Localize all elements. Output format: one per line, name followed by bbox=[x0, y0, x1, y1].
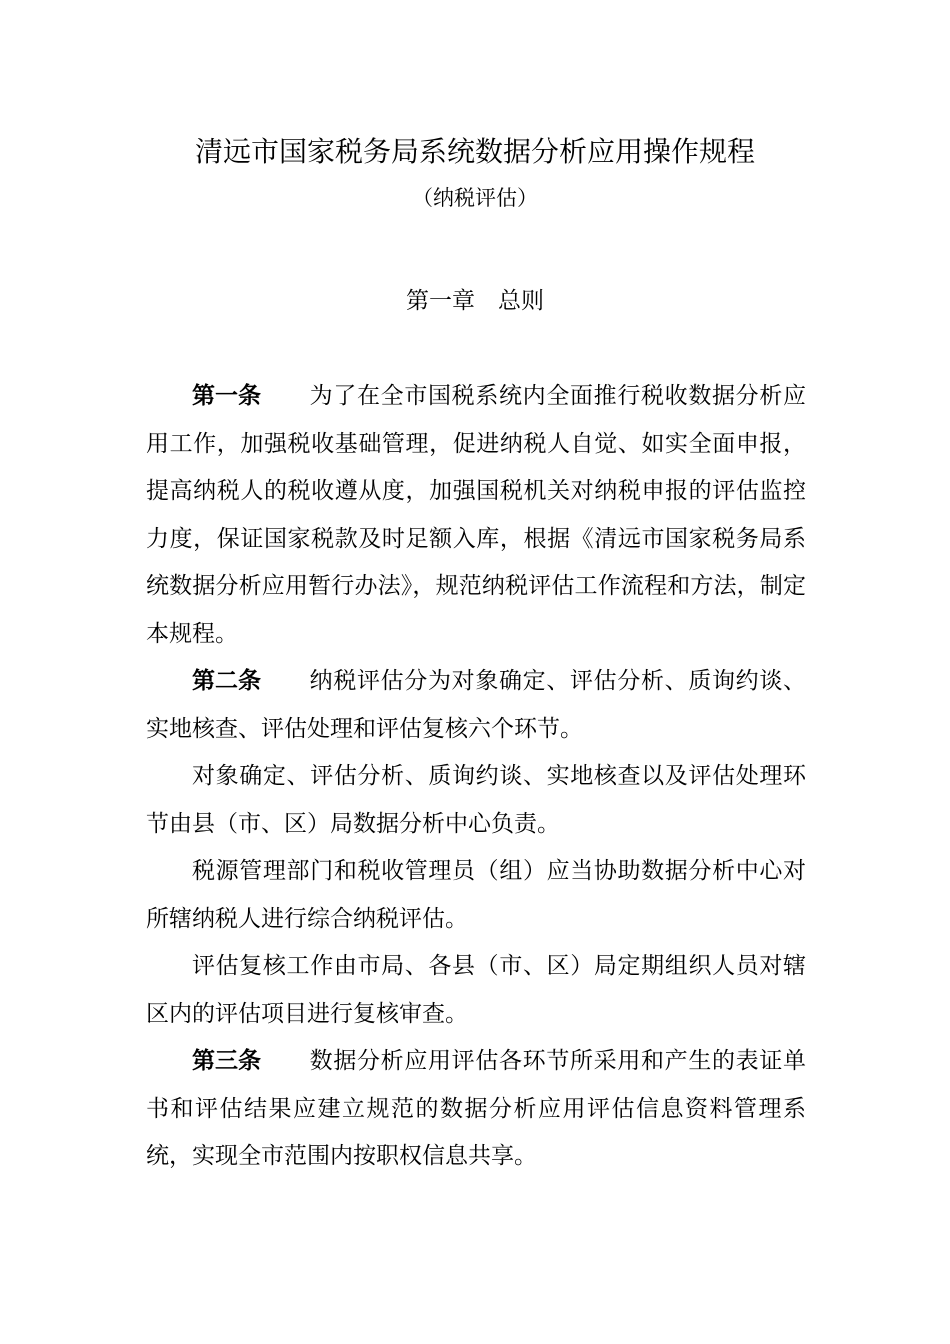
body-paragraph bbox=[146, 943, 806, 1038]
paragraph-text: 税源管理部门和税收管理员（组）应当协助数据分析中心对所辖纳税人进行综合纳税评估。 bbox=[146, 858, 806, 932]
paragraph-text: 数据分析应用评估各环节所采用和产生的表证单书和评估结果应建立规范的数据分析应用评估信息资料管理系统，实现全市范围内按职权信息共享。 bbox=[146, 1048, 806, 1169]
article-1-paragraph bbox=[146, 373, 806, 658]
document-body bbox=[146, 373, 806, 1181]
article-3-paragraph bbox=[146, 1038, 806, 1181]
body-paragraph bbox=[146, 848, 806, 943]
document-title: 清远市国家税务局系统数据分析应用操作规程 bbox=[194, 135, 755, 168]
paragraph-text: 评估复核工作由市局、各县（市、区）局定期组织人员对辖区内的评估项目进行复核审查。 bbox=[146, 953, 806, 1027]
article-heading: 第三条 bbox=[192, 1048, 261, 1074]
paragraph-text: 为了在全市国税系统内全面推行税收数据分析应用工作，加强税收基础管理，促进纳税人自觉、如实全面申报，提高纳税人的税收遵从度，加强国税机关对纳税申报的评估监控力度，保证国家税款及时足额入库，根据《清远市国家税务局系统数据分析应用暂行办法》，规范纳税评估工作流程和方法，制定本规程。 bbox=[146, 383, 806, 647]
article-heading: 第一条 bbox=[192, 383, 261, 409]
document-subtitle: （纳税评估） bbox=[412, 186, 538, 210]
paragraph-text: 纳税评估分为对象确定、评估分析、质询约谈、实地核查、评估处理和评估复核六个环节。 bbox=[146, 668, 806, 742]
body-paragraph bbox=[146, 753, 806, 848]
article-heading: 第二条 bbox=[192, 668, 261, 694]
chapter-heading: 第一章 总则 bbox=[406, 288, 544, 314]
paragraph-text: 对象确定、评估分析、质询约谈、实地核查以及评估处理环节由县（市、区）局数据分析中心负责。 bbox=[146, 763, 806, 837]
article-2-paragraph bbox=[146, 658, 806, 753]
